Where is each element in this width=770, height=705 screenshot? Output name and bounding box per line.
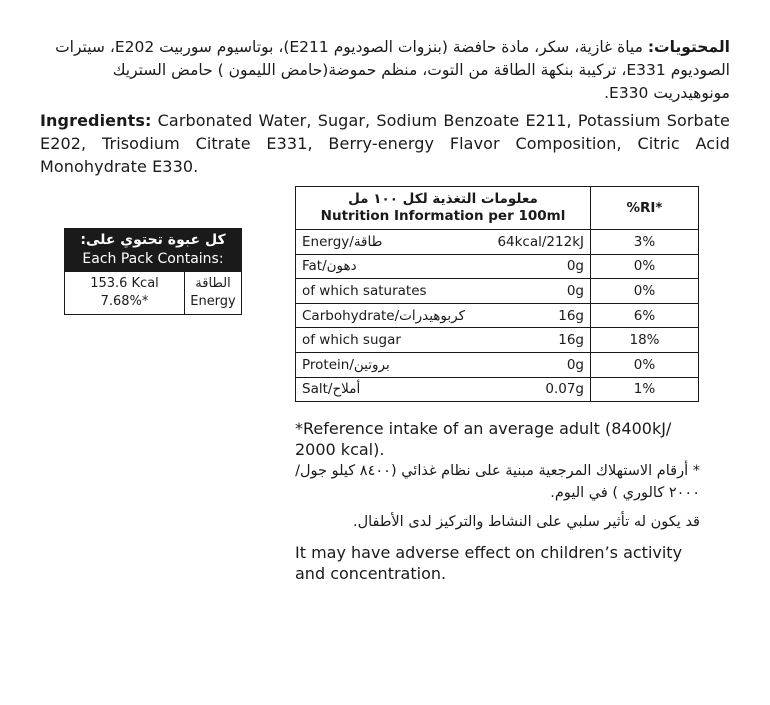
ri-header: %RI* [591, 187, 699, 230]
nutrient-name: Protein/بروتين [296, 352, 492, 377]
table-row [296, 279, 699, 304]
pack-label-en: Energy [190, 294, 236, 309]
nutrient-ri: 3% [591, 230, 699, 255]
arabic-ingredients [40, 36, 730, 105]
nutrition-title-ar: معلومات التغذية لكل ١٠٠ مل [348, 191, 538, 207]
pack-label-ar: الطاقة [195, 276, 231, 291]
nutrient-amount: 16g [491, 303, 590, 328]
table-row [296, 303, 699, 328]
nutrient-amount: 0g [491, 352, 590, 377]
pack-body [65, 272, 241, 314]
arabic-ingredients-text: مياة غازية، سكر، مادة حافضة (بنزوات الصوديوم E211)، بوتاسيوم سوربيت E202، سيترات الصوديوم E331، تركيبة بنكهة الطاقة من التوت، منظم حموضة(حامض الليمون ) حامض الستريك مونوهيدريت E330. [55, 38, 730, 102]
nutrient-amount: 16g [491, 328, 590, 353]
nutrient-amount: 0.07g [491, 377, 590, 402]
pack-percent: 7.68%* [100, 294, 149, 309]
nutrient-name: of which saturates [296, 279, 492, 304]
nutrient-amount: 0g [491, 254, 590, 279]
nutrient-name: Salt/أملاح [296, 377, 492, 402]
english-ingredients-label: Ingredients: [40, 111, 152, 130]
pack-values [65, 272, 185, 314]
pack-labels [185, 272, 241, 314]
nutrient-name: Energy/طاقة [296, 230, 492, 255]
nutrient-ri: 1% [591, 377, 699, 402]
pack-contains-box [64, 228, 242, 315]
pack-header [65, 229, 241, 272]
reference-note-ar: * أرقام الاستهلاك المرجعية مبنية على نظام غذائي (٨٤٠٠ كيلو جول/ ٢٠٠٠ كالوري ) في اليوم. [295, 463, 700, 501]
nutrient-amount: 64kcal/212kJ [491, 230, 590, 255]
nutrition-header-row [296, 187, 699, 230]
nutrient-ri: 0% [591, 254, 699, 279]
nutrient-ri: 0% [591, 279, 699, 304]
warning-note-ar: قد يكون له تأثير سلبي على النشاط والتركيز لدى الأطفال. [352, 514, 700, 530]
reference-note-en: *Reference intake of an average adult (8400kJ/ 2000 kcal). [295, 419, 672, 459]
nutrient-amount: 0g [491, 279, 590, 304]
table-row [296, 352, 699, 377]
nutrition-title-en: Nutrition Information per 100ml [320, 208, 566, 224]
nutrient-name: Carbohydrate/كربوهيدرات [296, 303, 492, 328]
arabic-ingredients-label: المحتويات: [647, 38, 730, 56]
nutrient-ri: 0% [591, 352, 699, 377]
table-row [296, 254, 699, 279]
warning-note-en: It may have adverse effect on children’s activity and concentration. [295, 543, 683, 583]
english-ingredients-text: Carbonated Water, Sugar, Sodium Benzoate E211, Potassium Sorbate E202, Trisodium Citrate E331, Berry-energy Flavor Composition, Citric Acid Monohydrate E330. [40, 111, 730, 176]
table-row [296, 328, 699, 353]
nutrient-name: Fat/دهون [296, 254, 492, 279]
nutrient-ri: 6% [591, 303, 699, 328]
english-ingredients [40, 109, 730, 178]
pack-header-ar: كل عبوة تحتوي على: [80, 232, 226, 248]
pack-kcal: 153.6 Kcal [90, 276, 159, 291]
nutrition-table [295, 186, 699, 402]
nutrient-ri: 18% [591, 328, 699, 353]
table-row [296, 377, 699, 402]
nutrient-name: of which sugar [296, 328, 492, 353]
pack-header-en: Each Pack Contains: [82, 251, 224, 267]
table-row [296, 230, 699, 255]
nutrition-title [296, 187, 591, 230]
